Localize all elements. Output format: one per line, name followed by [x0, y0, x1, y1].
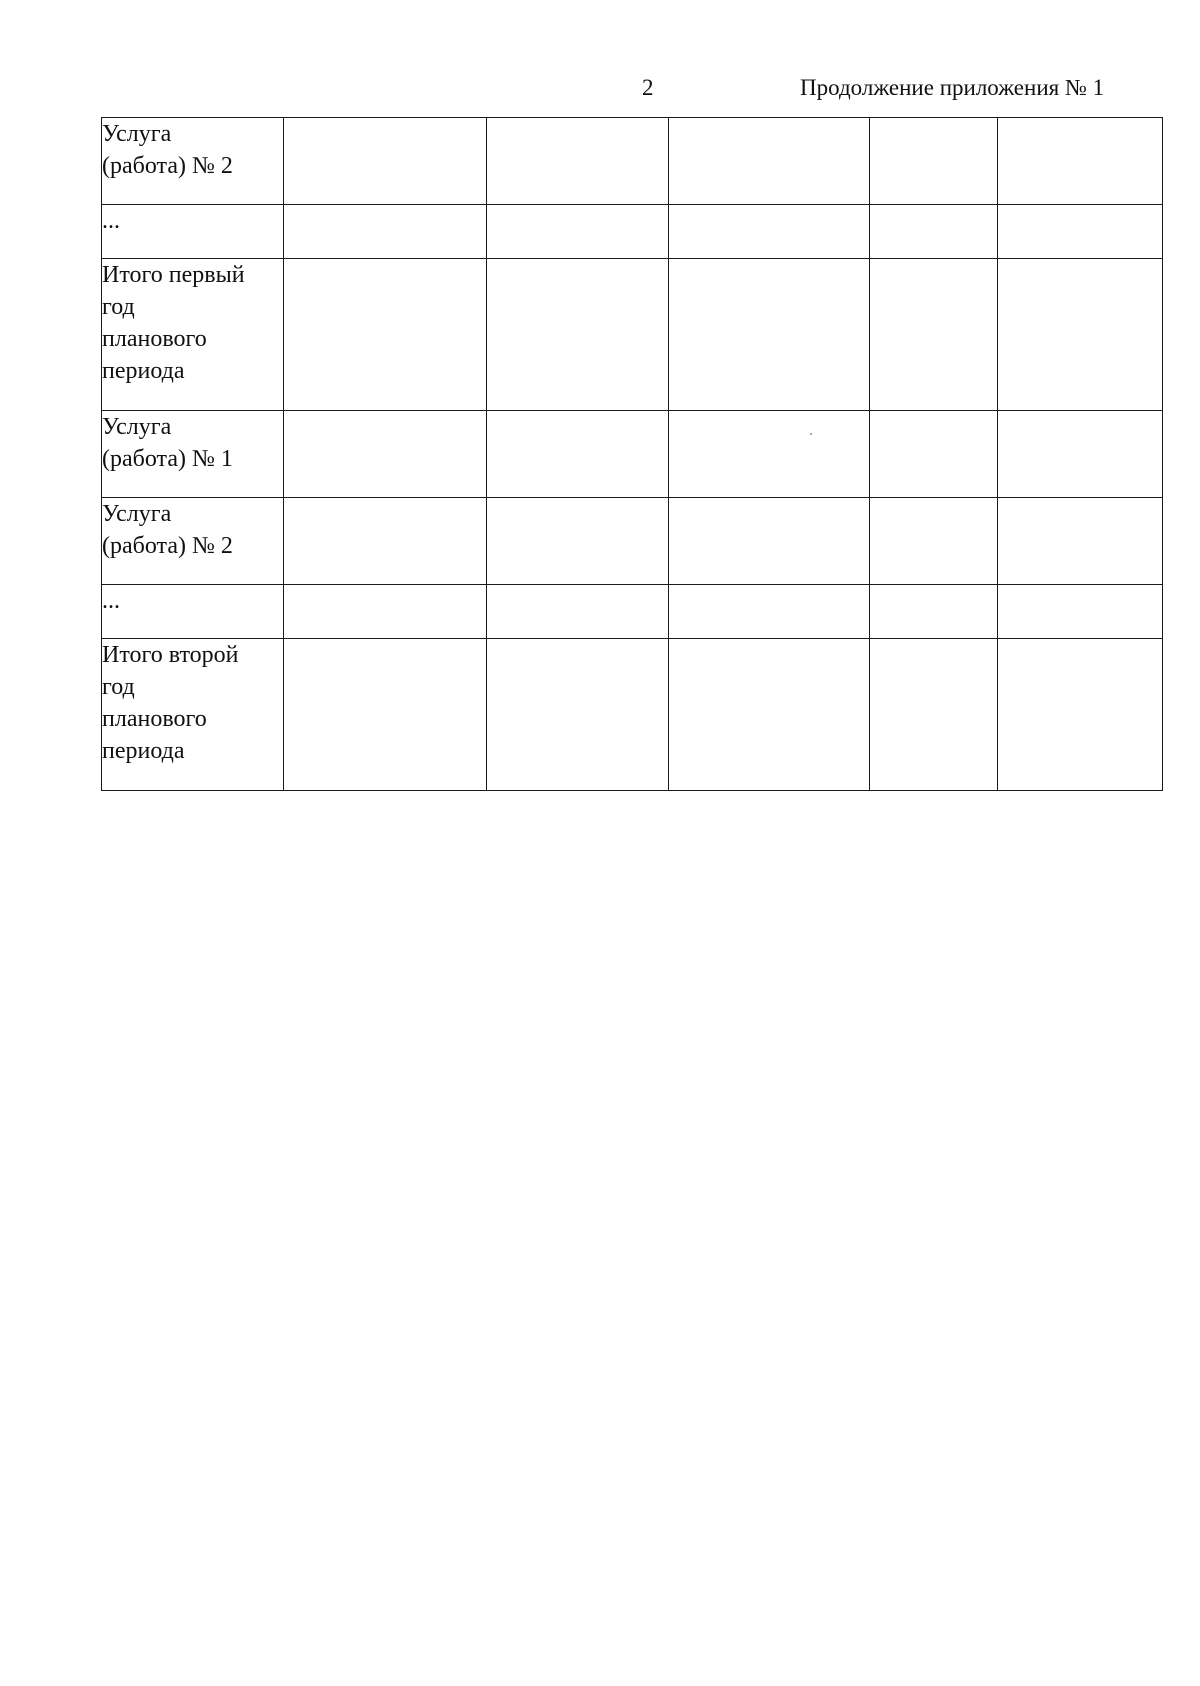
continuation-label: Продолжение приложения № 1 [800, 75, 1105, 100]
row-label: Итого первый год планового периода [102, 262, 245, 384]
table-cell [998, 498, 1163, 585]
table-cell [870, 411, 998, 498]
table-cell [669, 585, 870, 639]
row-label: ... [102, 588, 120, 614]
table-row [102, 411, 1163, 498]
table-row [102, 639, 1163, 791]
table-row [102, 118, 1163, 205]
table-cell [669, 411, 870, 498]
row-label: ... [102, 208, 120, 234]
row-label-cell [102, 205, 284, 259]
table-cell [487, 118, 669, 205]
table-cell [669, 205, 870, 259]
row-label-cell [102, 585, 284, 639]
table-cell [870, 259, 998, 411]
services-table [101, 117, 1163, 791]
row-label-cell [102, 498, 284, 585]
table-cell [998, 118, 1163, 205]
row-label: Итого второй год планового периода [102, 642, 239, 764]
table-cell [870, 639, 998, 791]
table-cell [487, 639, 669, 791]
table-row [102, 498, 1163, 585]
row-label: Услуга (работа) № 1 [102, 414, 233, 472]
table-cell [998, 585, 1163, 639]
table-cell [669, 639, 870, 791]
table-cell [487, 205, 669, 259]
table-cell [669, 498, 870, 585]
table-cell [870, 118, 998, 205]
table-cell [870, 205, 998, 259]
table-cell [284, 259, 487, 411]
row-label: Услуга (работа) № 2 [102, 121, 233, 179]
table-cell [487, 259, 669, 411]
table-row [102, 259, 1163, 411]
row-label-cell [102, 411, 284, 498]
table-cell [487, 498, 669, 585]
table-cell [284, 585, 487, 639]
table-cell [284, 498, 487, 585]
scan-speck [810, 433, 812, 435]
table-cell [998, 259, 1163, 411]
table-cell [284, 205, 487, 259]
table-cell [669, 259, 870, 411]
table-cell [870, 585, 998, 639]
table-row [102, 585, 1163, 639]
table-cell [284, 411, 487, 498]
row-label-cell [102, 118, 284, 205]
row-label-cell [102, 639, 284, 791]
table-cell [284, 118, 487, 205]
table-cell [669, 118, 870, 205]
table-cell [284, 639, 487, 791]
table-cell [998, 205, 1163, 259]
table-cell [487, 411, 669, 498]
row-label: Услуга (работа) № 2 [102, 501, 233, 559]
table-cell [998, 411, 1163, 498]
table-row [102, 205, 1163, 259]
row-label-cell [102, 259, 284, 411]
table-cell [487, 585, 669, 639]
table-cell [870, 498, 998, 585]
page-number: 2 [642, 75, 654, 100]
table-cell [998, 639, 1163, 791]
